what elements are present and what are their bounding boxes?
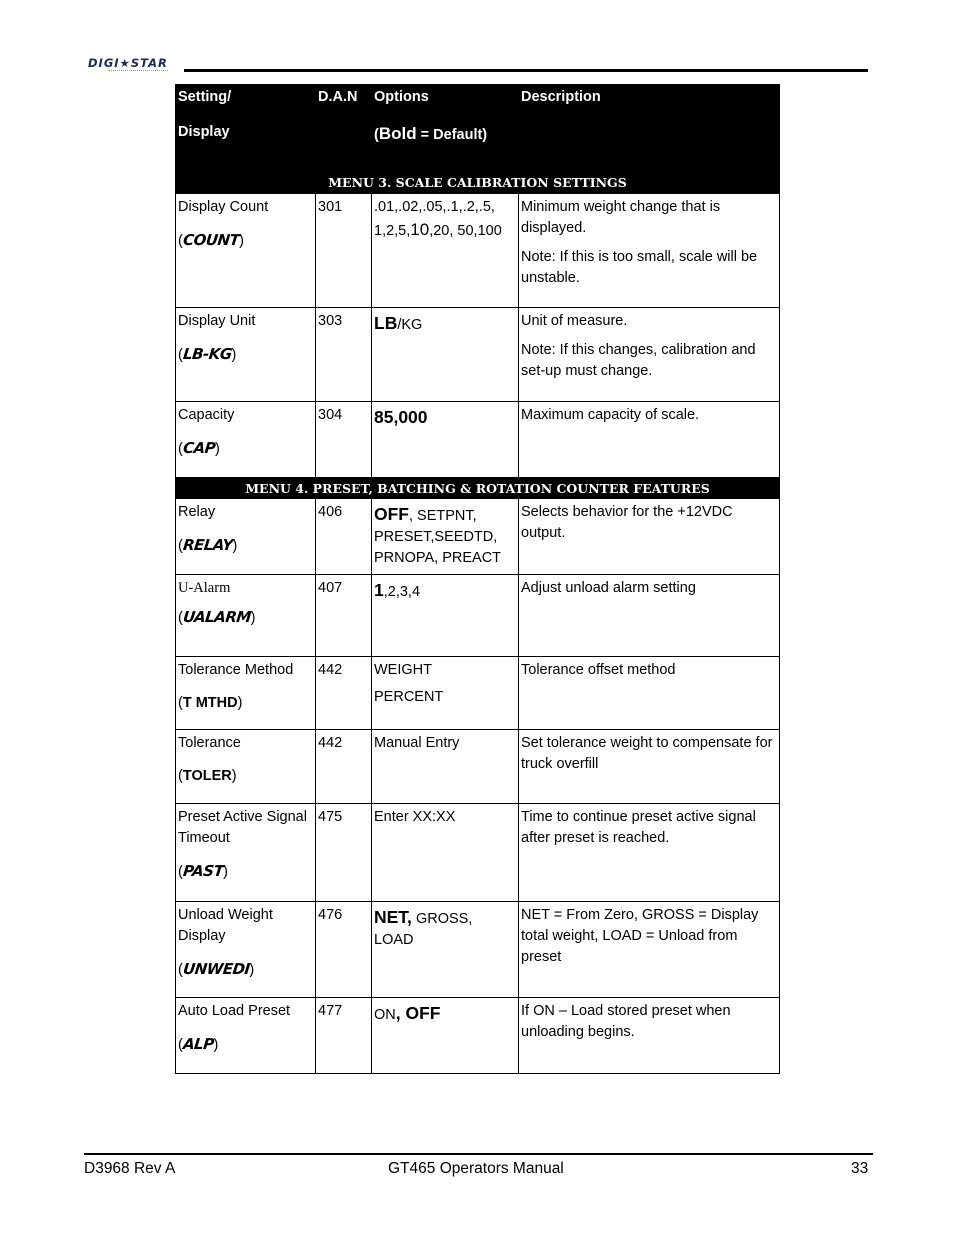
setting-name: Tolerance Method [178,662,294,678]
options-cell: OFF, SETPNT, PRESET,SEEDTD, PRNOPA, PREACT [372,499,519,575]
description-text: Selects behavior for the +12VDC output. [521,504,733,542]
setting-cell: Preset Active Signal Timeout (PAST) [176,804,316,902]
menu4-row [176,477,780,499]
header-options-cell [372,85,519,172]
setting-cell: U-Alarm (UALARM) [176,575,316,657]
options-cell: LB/KG [372,307,519,401]
default-option: LB [374,312,398,333]
dan-cell: 476 [316,902,372,998]
options-cell: Enter XX:XX [372,804,519,902]
logo-tagline-rule [108,70,168,74]
description-cell [519,193,780,307]
default-option: 10 [410,219,430,239]
header-rule [184,69,868,72]
header-options: Options [374,89,429,105]
description-text: Time to continue preset active signal after preset is reached. [521,809,756,847]
default-option: 85,000 [374,406,428,427]
lcd-display-code: ALP [181,1035,215,1054]
description-cell [519,902,780,998]
table-row [176,730,780,804]
header-description: Description [519,85,780,172]
table-row [176,307,780,401]
footer-rule [84,1153,873,1155]
logo-text: DIGI★STAR [88,56,168,70]
header-options-bold: Bold [378,124,417,144]
lcd-display-code: PAST [181,862,225,881]
table-row [176,401,780,477]
display-code: TOLER [182,768,232,785]
setting-name: Display Count [178,198,269,215]
options-cell [372,401,519,477]
setting-name: Tolerance [178,735,241,751]
lcd-display-code: CAP [181,438,217,457]
menu3-row [176,172,780,194]
description-cell [519,575,780,657]
footer-doc-id: D3968 Rev A [84,1160,176,1177]
description-cell [519,401,780,477]
setting-name: Unload Weight Display [178,907,273,945]
digistar-logo [88,54,188,82]
default-option: NET, [374,907,412,927]
dan-cell: 304 [316,401,372,477]
dan-cell: 442 [316,730,372,804]
options-cell [372,657,519,730]
description-text: Minimum weight change that is displayed. [521,198,721,236]
menu4-title: MENU 4. PRESET, BATCHING & ROTATION COUNTER FEATURES [176,477,780,499]
setting-cell: Tolerance (TOLER) [176,730,316,804]
options-cell: .01,.02,.05,.1,.2,.5, 1,2,5,10,20, 50,100 [372,193,519,307]
setting-name: Display Unit [178,312,256,329]
dan-cell: 301 [316,193,372,307]
setting-cell: Auto Load Preset (ALP) [176,998,316,1074]
description-text: If ON – Load stored preset when unloading begins. [521,1003,731,1041]
description-text: Unit of measure. [521,312,628,329]
option-percent: PERCENT [374,689,444,706]
description-text: Set tolerance weight to compensate for truck overfill [521,735,773,773]
description-text: NET = From Zero, GROSS = Display total weight, LOAD = Unload from preset [521,907,759,966]
header-setting: Setting/ [178,89,232,105]
setting-name: Capacity [178,406,235,423]
description-cell [519,730,780,804]
setting-cell: Tolerance Method (T MTHD) [176,657,316,730]
lcd-display-code: UNWEDI [181,960,251,979]
footer-page-number: 33 [851,1160,869,1177]
default-option: OFF [374,504,409,524]
description-text: Maximum capacity of scale. [521,406,700,423]
setting-name: U-Alarm [178,580,231,596]
lcd-display-code: COUNT [181,230,241,249]
lcd-display-code: LB-KG [181,344,233,363]
setting-cell: Display Unit (LB-KG) [176,307,316,401]
dan-cell: 407 [316,575,372,657]
description-text: Adjust unload alarm setting [521,580,696,596]
options-cell: ON, OFF [372,998,519,1074]
lcd-display-code: UALARM [181,608,252,627]
setting-cell: Relay (RELAY) [176,499,316,575]
menu3-title: MENU 3. SCALE CALIBRATION SETTINGS [176,172,780,194]
dan-cell: 303 [316,307,372,401]
setting-name: Relay [178,504,216,520]
table-row [176,998,780,1074]
setting-name: Auto Load Preset [178,1003,291,1019]
setting-name: Preset Active Signal Timeout [178,809,307,847]
option-weight: WEIGHT [374,662,432,678]
setting-cell: Unload Weight Display (UNWEDI) [176,902,316,998]
setting-cell: Capacity (CAP) [176,401,316,477]
footer-manual-title: GT465 Operators Manual [388,1160,564,1177]
header-options-default: (Bold = Default) [374,124,488,144]
table-row [176,657,780,730]
description-note: Note: If this is too small, scale will be unstable. [521,248,758,286]
description-cell [519,998,780,1074]
default-option: 1 [374,580,384,600]
header-setting-display [176,85,316,172]
default-option: , OFF [395,1003,441,1023]
dan-cell: 406 [316,499,372,575]
table-row [176,902,780,998]
header-dan: D.A.N [316,85,372,172]
settings-table [175,84,780,1074]
description-text: Tolerance offset method [521,662,676,678]
description-cell [519,657,780,730]
options-cell: Manual Entry [372,730,519,804]
dan-cell: 442 [316,657,372,730]
description-cell [519,804,780,902]
options-cell: NET, GROSS, LOAD [372,902,519,998]
table-header-row [176,85,780,172]
description-note: Note: If this changes, calibration and set-up must change. [521,341,756,379]
dan-cell: 477 [316,998,372,1074]
table-row [176,575,780,657]
table-row [176,499,780,575]
table-row [176,804,780,902]
description-cell [519,307,780,401]
header-display: Display [178,124,230,141]
options-cell: 1,2,3,4 [372,575,519,657]
table-row [176,193,780,307]
lcd-display-code: RELAY [181,536,234,555]
description-cell [519,499,780,575]
setting-cell: Display Count (COUNT) [176,193,316,307]
dan-cell: 475 [316,804,372,902]
display-code: T MTHD [182,695,238,712]
